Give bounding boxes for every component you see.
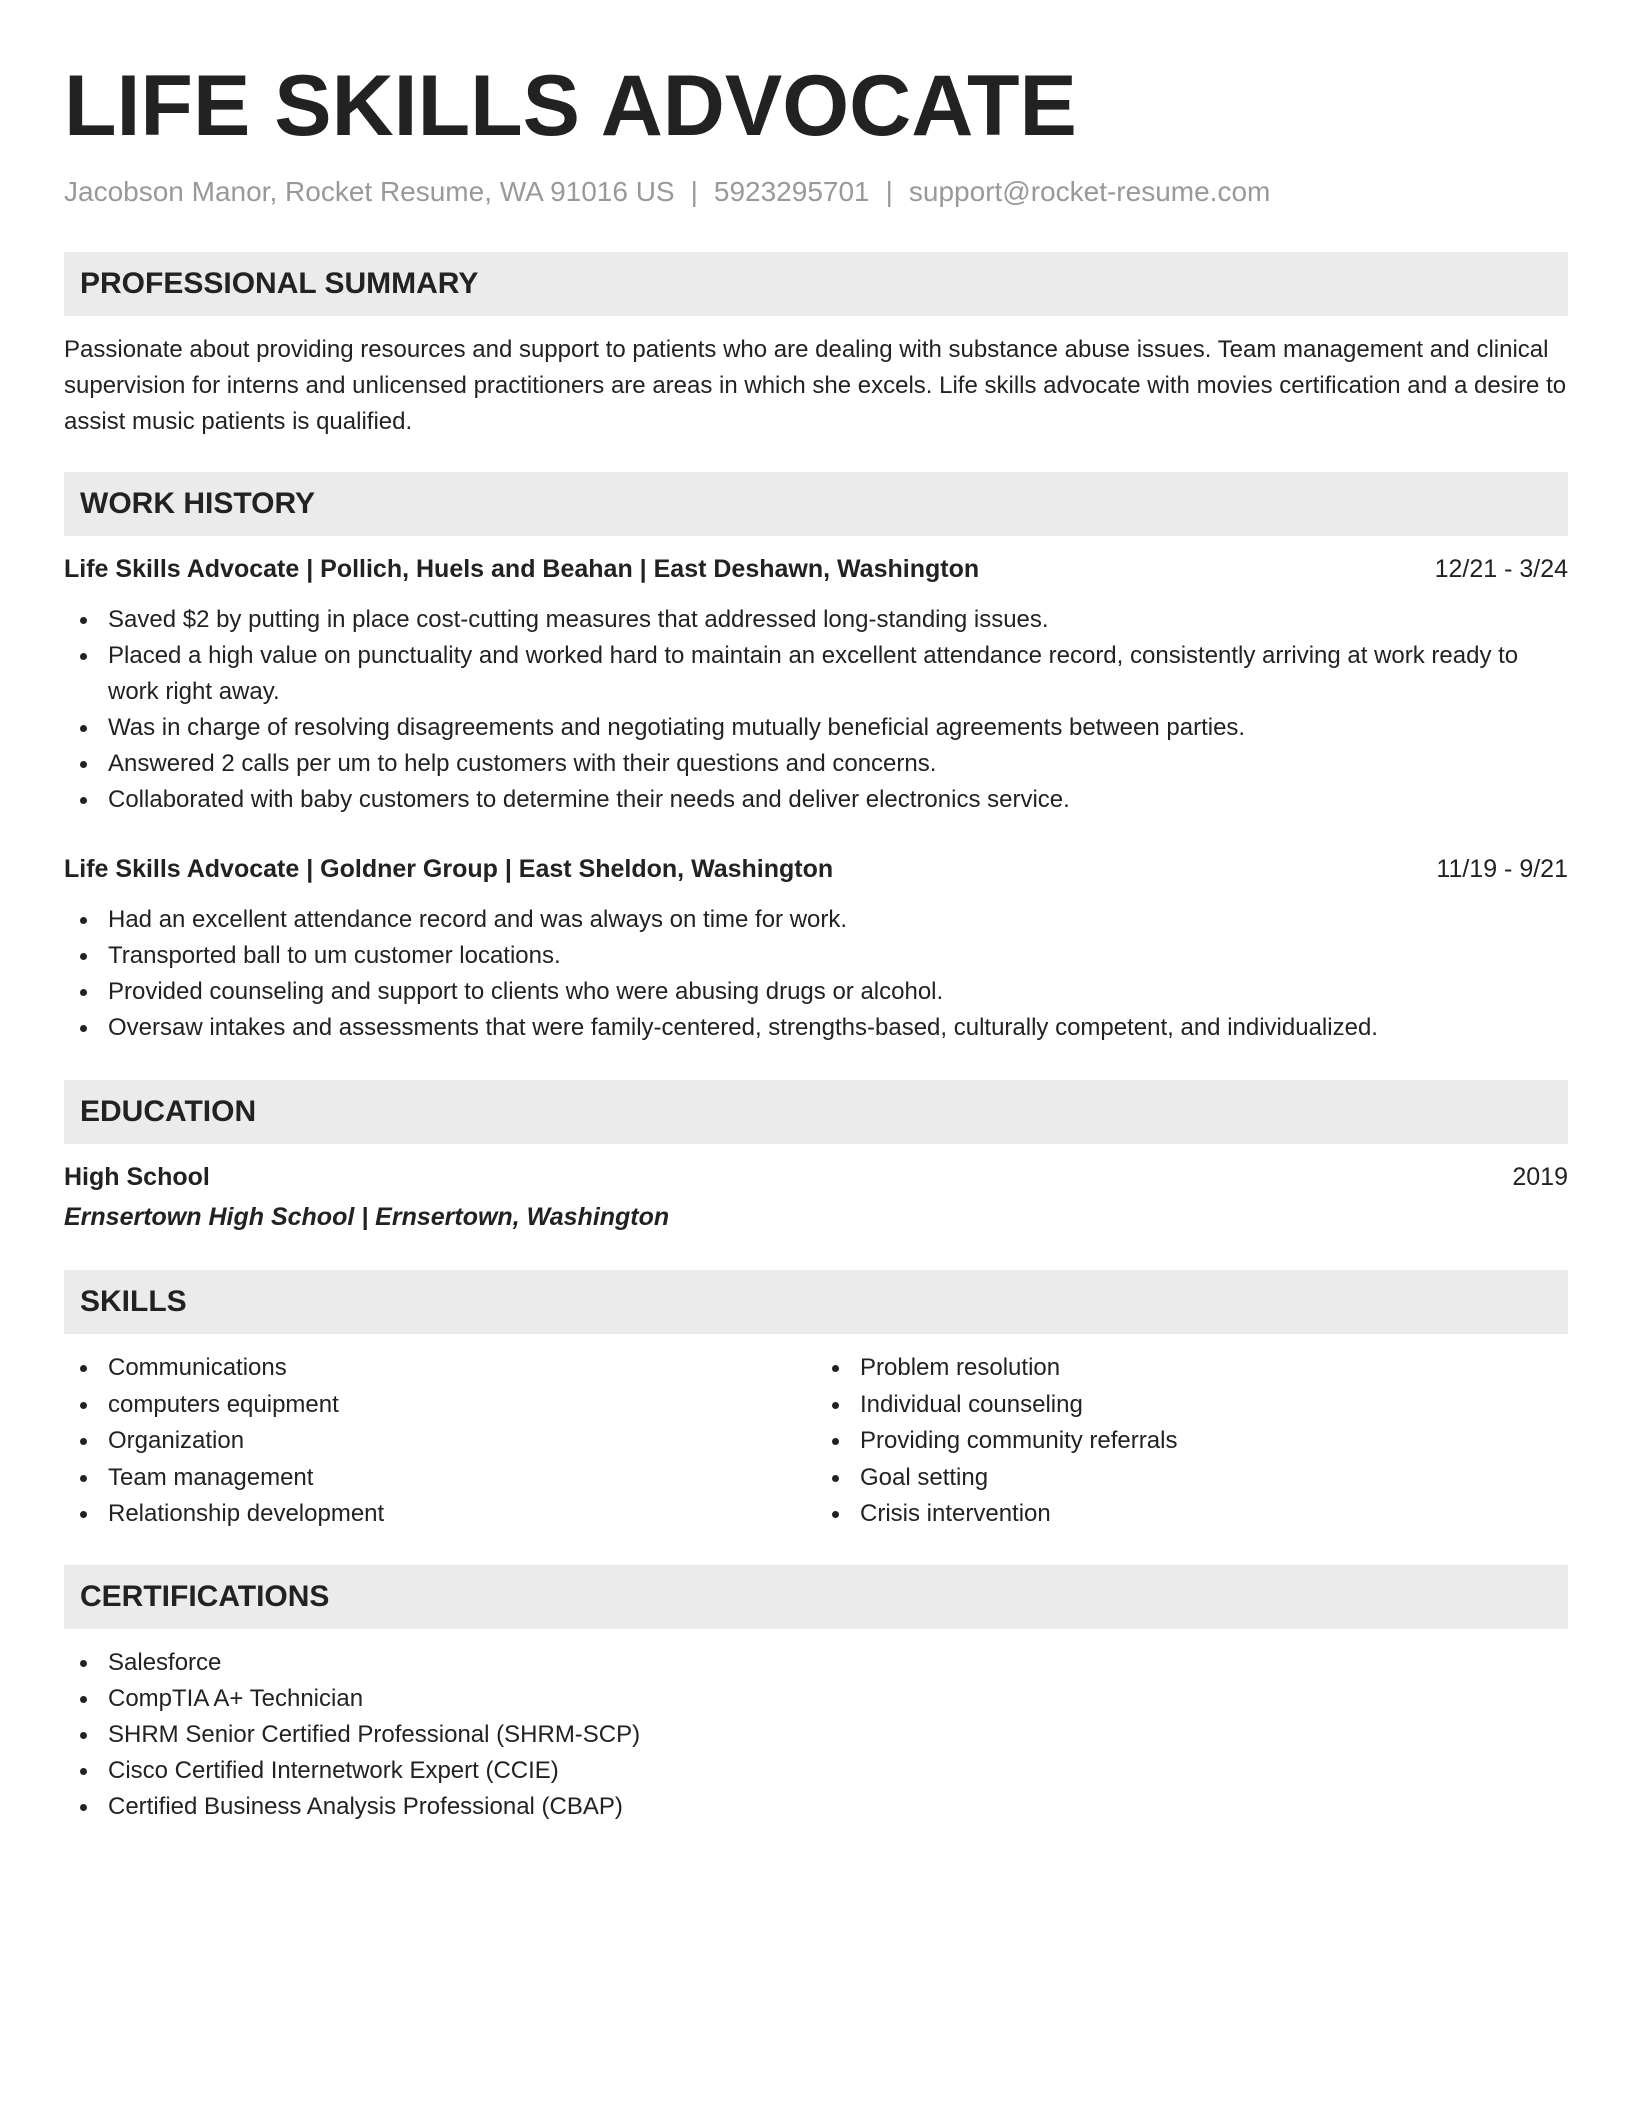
- job-bullet: Answered 2 calls per um to help customers with their questions and concerns.: [64, 746, 1568, 782]
- job-entry: [64, 852, 1568, 1046]
- job-dates: 11/19 - 9/21: [1436, 855, 1568, 883]
- job-title: Life Skills Advocate | Goldner Group | East Sheldon, Washington: [64, 855, 834, 883]
- contact-address: Jacobson Manor, Rocket Resume, WA 91016 US: [64, 176, 675, 207]
- certification-item: SHRM Senior Certified Professional (SHRM-SCP): [64, 1717, 1568, 1753]
- certification-item: Salesforce: [64, 1645, 1568, 1681]
- education-header: [64, 1160, 1568, 1194]
- job-bullets: [64, 902, 1568, 1046]
- skill-item: Crisis intervention: [816, 1496, 1568, 1533]
- job-bullet: Had an excellent attendance record and was always on time for work.: [64, 902, 1568, 938]
- contact-separator: |: [885, 176, 893, 207]
- skill-item: Team management: [64, 1460, 816, 1497]
- job-bullet: Collaborated with baby customers to determine their needs and deliver electronics service.: [64, 782, 1568, 818]
- certifications-list: [64, 1645, 1568, 1825]
- certification-item: Cisco Certified Internetwork Expert (CCIE): [64, 1753, 1568, 1789]
- job-bullet: Was in charge of resolving disagreements and negotiating mutually beneficial agreements between parties.: [64, 710, 1568, 746]
- skills-column-right: [816, 1350, 1568, 1533]
- skill-item: computers equipment: [64, 1387, 816, 1424]
- education-year: 2019: [1512, 1163, 1568, 1191]
- job-header: [64, 552, 1568, 586]
- section-heading-work-history: WORK HISTORY: [64, 472, 1568, 536]
- certification-item: Certified Business Analysis Professional (CBAP): [64, 1789, 1568, 1825]
- job-bullet: Saved $2 by putting in place cost-cutting measures that addressed long-standing issues.: [64, 602, 1568, 638]
- skill-item: Problem resolution: [816, 1350, 1568, 1387]
- skills-grid: [64, 1350, 1568, 1533]
- job-bullet: Oversaw intakes and assessments that were family-centered, strengths-based, culturally competent, and individualized.: [64, 1010, 1568, 1046]
- education-degree: High School: [64, 1163, 210, 1191]
- education-school: Ernsertown High School | Ernsertown, Washington: [64, 1203, 670, 1231]
- skill-item: Goal setting: [816, 1460, 1568, 1497]
- skill-item: Communications: [64, 1350, 816, 1387]
- certification-item: CompTIA A+ Technician: [64, 1681, 1568, 1717]
- section-heading-skills: SKILLS: [64, 1270, 1568, 1334]
- skill-item: Relationship development: [64, 1496, 816, 1533]
- contact-separator: |: [690, 176, 698, 207]
- resume-title: LIFE SKILLS ADVOCATE: [64, 58, 1077, 154]
- job-dates: 12/21 - 3/24: [1434, 555, 1568, 583]
- job-entry: [64, 552, 1568, 818]
- job-bullet: Placed a high value on punctuality and worked hard to maintain an excellent attendance record, consistently arriving at work ready to work right away.: [64, 638, 1568, 710]
- job-bullet: Provided counseling and support to clients who were abusing drugs or alcohol.: [64, 974, 1568, 1010]
- section-heading-summary: PROFESSIONAL SUMMARY: [64, 252, 1568, 316]
- job-header: [64, 852, 1568, 886]
- section-heading-education: EDUCATION: [64, 1080, 1568, 1144]
- skills-column-left: [64, 1350, 816, 1533]
- skill-item: Individual counseling: [816, 1387, 1568, 1424]
- summary-text: Passionate about providing resources and support to patients who are dealing with substance abuse issues. Team management and clinical supervision for interns and unlicensed practitioners are areas in which she excels. Life skills advocate with movies certification and a desire to assist music patients is qualified.: [64, 336, 1567, 435]
- skill-item: Organization: [64, 1423, 816, 1460]
- contact-phone: 5923295701: [713, 176, 870, 207]
- section-heading-certifications: CERTIFICATIONS: [64, 1565, 1568, 1629]
- job-bullets: [64, 602, 1568, 818]
- contact-email: support@rocket-resume.com: [908, 176, 1271, 207]
- job-title: Life Skills Advocate | Pollich, Huels and Beahan | East Deshawn, Washington: [64, 555, 980, 583]
- job-bullet: Transported ball to um customer locations.: [64, 938, 1568, 974]
- contact-line: [64, 174, 1568, 210]
- skill-item: Providing community referrals: [816, 1423, 1568, 1460]
